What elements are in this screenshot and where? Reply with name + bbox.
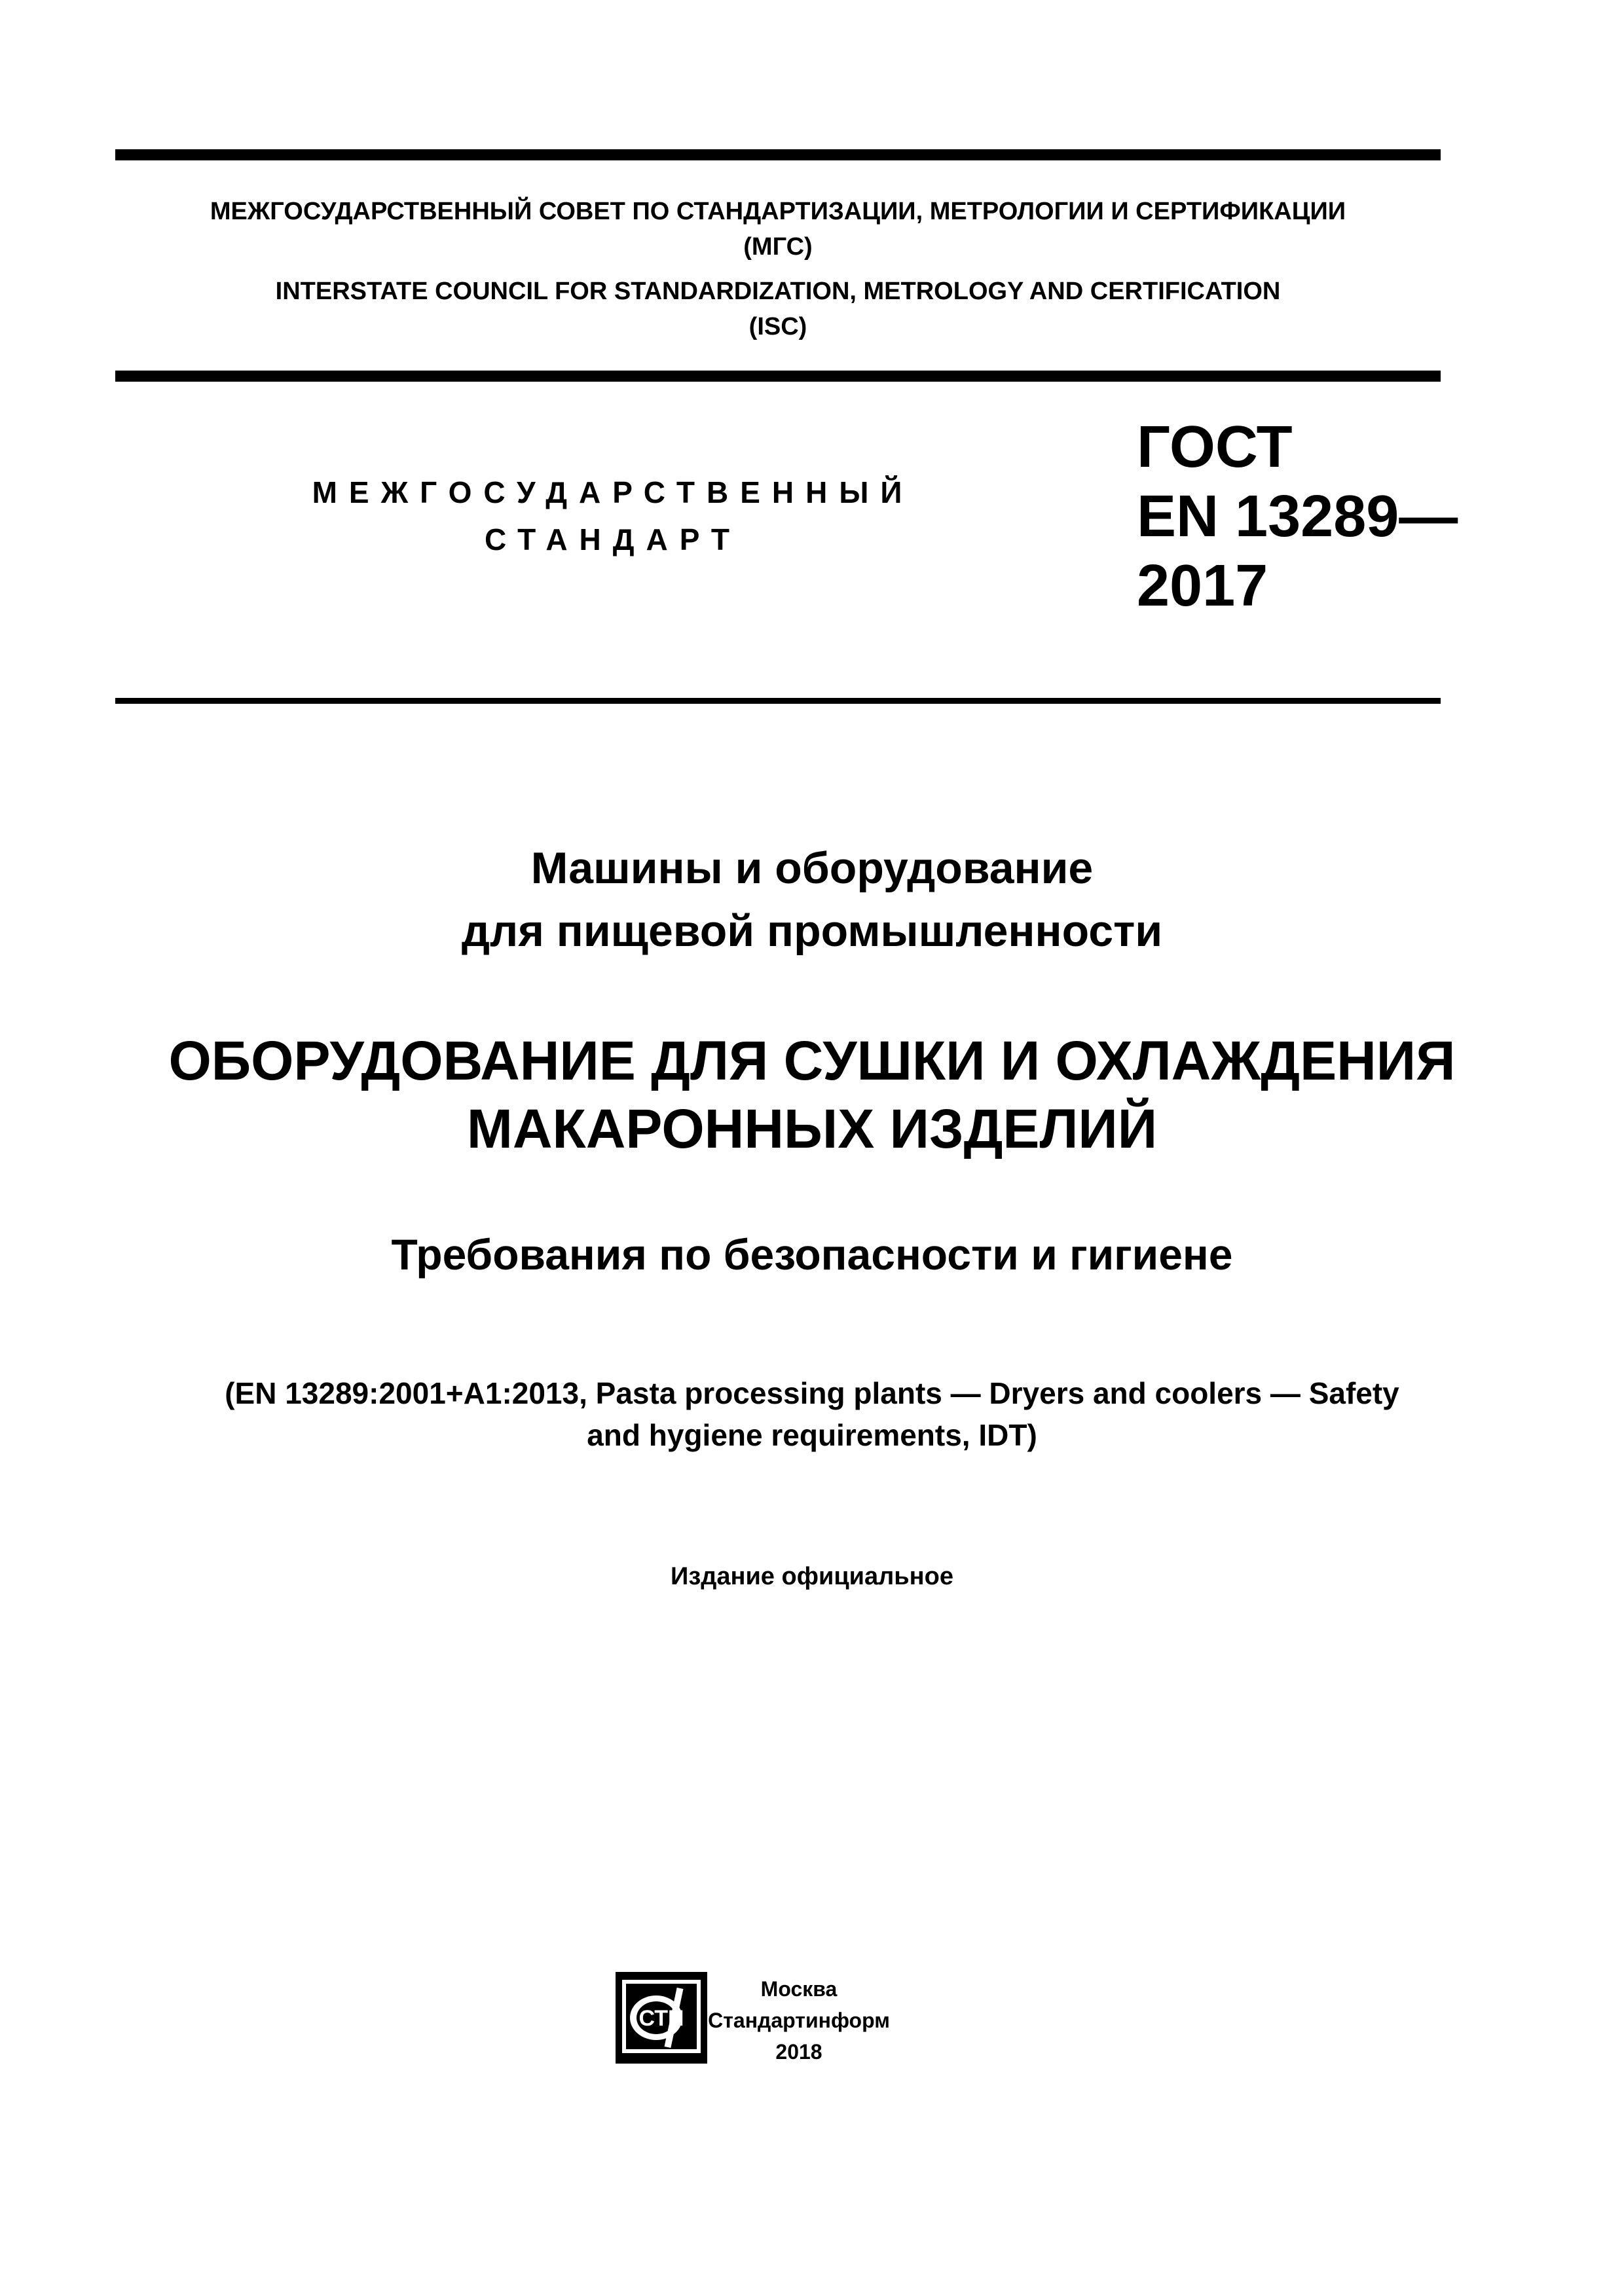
designation-rule <box>115 698 1441 704</box>
publisher-name: Стандартинформ <box>708 2009 890 2032</box>
edition-label: Издание официальное <box>671 1563 953 1590</box>
source-standard-line1: (EN 13289:2001+A1:2013, Pasta processing plants — Dryers and coolers — Safety <box>225 1376 1399 1410</box>
header-rule <box>115 371 1441 382</box>
standard-type-line1: МЕЖГОСУДАРСТВЕННЫЙ <box>312 475 914 509</box>
title-line1: ОБОРУДОВАНИЕ ДЛЯ СУШКИ И ОХЛАЖДЕНИЯ <box>168 1030 1456 1091</box>
designation-line3: 2017 <box>1137 553 1268 619</box>
council-name-en: INTERSTATE COUNCIL FOR STANDARDIZATION, METROLOGY AND CERTIFICATION <box>275 278 1281 305</box>
council-abbr-ru: (МГС) <box>743 233 813 261</box>
subject-line1: Машины и оборудование <box>530 843 1094 893</box>
publisher-city: Москва <box>760 1977 838 2001</box>
standard-type-line2: СТАНДАРТ <box>485 522 741 556</box>
title-line2: МАКАРОННЫХ ИЗДЕЛИЙ <box>466 1098 1158 1159</box>
council-abbr-en: (ISC) <box>748 313 807 340</box>
source-standard-line2: and hygiene requirements, IDT) <box>587 1418 1037 1452</box>
requirements-subtitle: Требования по безопасности и гигиене <box>391 1230 1233 1279</box>
designation-line2: EN 13289— <box>1137 484 1458 549</box>
logo-text: СТИ <box>638 2006 684 2031</box>
designation-line1: ГОСТ <box>1137 414 1293 480</box>
publication-year: 2018 <box>775 2040 822 2064</box>
standartinform-logo <box>616 1972 707 2064</box>
subject-line2: для пищевой промышленности <box>461 906 1163 956</box>
top-rule <box>115 149 1441 160</box>
council-name-ru: МЕЖГОСУДАРСТВЕННЫЙ СОВЕТ ПО СТАНДАРТИЗАЦИИ, МЕТРОЛОГИИ И СЕРТИФИКАЦИИ <box>210 198 1346 225</box>
